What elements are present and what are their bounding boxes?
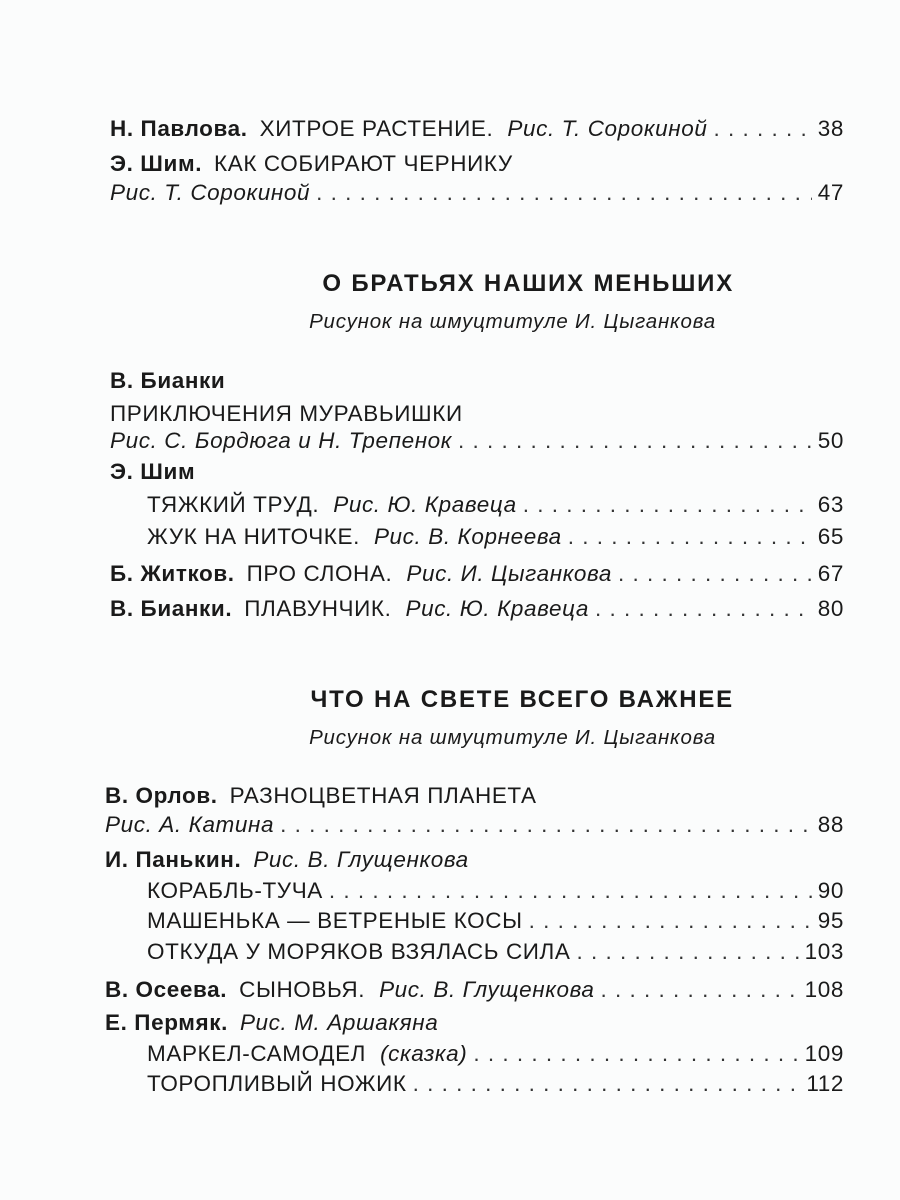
page-number: 95	[817, 908, 844, 933]
page-number: 80	[817, 596, 844, 621]
page-number: 108	[804, 977, 844, 1002]
entry-illustrator: Рис. В. Глущенкова	[379, 977, 595, 1002]
entry-author: Э. Шим	[110, 459, 196, 484]
toc-entry	[105, 814, 844, 837]
entry-illustrator: Рис. Т. Сорокиной	[110, 180, 311, 205]
page-number: 103	[804, 939, 844, 964]
entry-title: ПЛАВУНЧИК.	[244, 596, 392, 621]
page-number: 38	[817, 116, 844, 141]
page-number: 50	[817, 428, 844, 453]
entry-author: Б. Житков.	[110, 561, 235, 586]
page-number: 63	[817, 492, 844, 517]
entry-illustrator: Рис. М. Аршакяна	[239, 1010, 439, 1035]
dot-leader	[458, 430, 812, 453]
toc-entry	[147, 941, 844, 964]
dot-leader	[413, 1073, 801, 1096]
toc-entry	[105, 979, 844, 1002]
entry-author: Е. Пермяк.	[105, 1010, 228, 1035]
section-title: ЧТО НА СВЕТЕ ВСЕГО ВАЖНЕЕ	[310, 686, 734, 713]
toc-entry	[147, 1073, 844, 1096]
toc-entry	[110, 598, 844, 621]
dot-leader	[529, 910, 812, 933]
toc-entry	[110, 370, 844, 393]
page-number: 90	[817, 878, 844, 903]
entry-title: МАШЕНЬКА — ВЕТРЕНЫЕ КОСЫ	[147, 908, 523, 933]
entry-note: (сказка)	[380, 1041, 468, 1066]
toc-entry	[110, 153, 844, 176]
toc-entry	[105, 785, 844, 808]
dot-leader	[523, 494, 812, 517]
entry-title: КОРАБЛЬ-ТУЧА	[147, 878, 323, 903]
dot-leader	[568, 526, 812, 549]
section-subtitle: Рисунок на шмуцтитуле И. Цыганкова	[309, 310, 716, 333]
page-number: 88	[817, 812, 844, 837]
dot-leader	[601, 979, 799, 1002]
toc-entry	[147, 910, 844, 933]
dot-leader	[618, 563, 812, 586]
toc-entry	[147, 494, 844, 517]
dot-leader	[473, 1043, 798, 1066]
entry-title: ХИТРОЕ РАСТЕНИЕ.	[259, 116, 494, 141]
dot-leader	[280, 814, 812, 837]
entry-illustrator: Рис. Ю. Кравеца	[333, 492, 517, 517]
dot-leader	[595, 598, 812, 621]
toc-entry	[110, 118, 844, 141]
entry-illustrator: Рис. Ю. Кравеца	[405, 596, 589, 621]
page-number: 112	[806, 1071, 844, 1096]
dot-leader	[316, 182, 812, 205]
toc-entry	[147, 880, 844, 903]
toc-entry	[147, 1043, 844, 1066]
entry-illustrator: Рис. В. Глущенкова	[253, 847, 469, 872]
entry-title: КАК СОБИРАЮТ ЧЕРНИКУ	[214, 151, 513, 176]
entry-title: ОТКУДА У МОРЯКОВ ВЗЯЛАСЬ СИЛА	[147, 939, 571, 964]
toc-entry	[105, 1012, 844, 1035]
page-number: 47	[817, 180, 844, 205]
dot-leader	[577, 941, 799, 964]
entry-illustrator: Рис. А. Катина	[105, 812, 275, 837]
entry-illustrator: Рис. Т. Сорокиной	[507, 116, 708, 141]
entry-title: ПРИКЛЮЧЕНИЯ МУРАВЬИШКИ	[110, 401, 463, 426]
entry-title: МАРКЕЛ-САМОДЕЛ	[147, 1041, 367, 1066]
toc-entry	[110, 403, 844, 426]
entry-title: ТЯЖКИЙ ТРУД.	[147, 492, 320, 517]
entry-author: В. Орлов.	[105, 783, 218, 808]
toc-entry	[110, 182, 844, 205]
page-number: 67	[817, 561, 844, 586]
entry-title: ЖУК НА НИТОЧКЕ.	[147, 524, 360, 549]
page-number: 65	[817, 524, 844, 549]
entry-title: СЫНОВЬЯ.	[239, 977, 366, 1002]
entry-illustrator: Рис. В. Корнеева	[373, 524, 562, 549]
entry-author: В. Бианки.	[110, 596, 233, 621]
entry-title: ПРО СЛОНА.	[246, 561, 393, 586]
section-subtitle: Рисунок на шмуцтитуле И. Цыганкова	[309, 726, 716, 749]
entry-title: ТОРОПЛИВЫЙ НОЖИК	[147, 1071, 407, 1096]
entry-author: Э. Шим.	[110, 151, 203, 176]
entry-illustrator: Рис. С. Бордюга и Н. Трепенок	[110, 428, 453, 453]
entry-author: Н. Павлова.	[110, 116, 248, 141]
entry-author: В. Бианки	[110, 368, 226, 393]
toc-entry	[110, 430, 844, 453]
page-number: 109	[804, 1041, 844, 1066]
entry-illustrator: Рис. И. Цыганкова	[406, 561, 612, 586]
toc-entry	[105, 849, 844, 872]
dot-leader	[329, 880, 812, 903]
section-title: О БРАТЬЯХ НАШИХ МЕНЬШИХ	[322, 270, 734, 297]
toc-entry	[110, 461, 844, 484]
dot-leader	[713, 118, 811, 141]
toc-entry	[110, 563, 844, 586]
toc-entry	[147, 526, 844, 549]
entry-author: В. Осеева.	[105, 977, 228, 1002]
entry-author: И. Панькин.	[105, 847, 242, 872]
entry-title: РАЗНОЦВЕТНАЯ ПЛАНЕТА	[229, 783, 537, 808]
